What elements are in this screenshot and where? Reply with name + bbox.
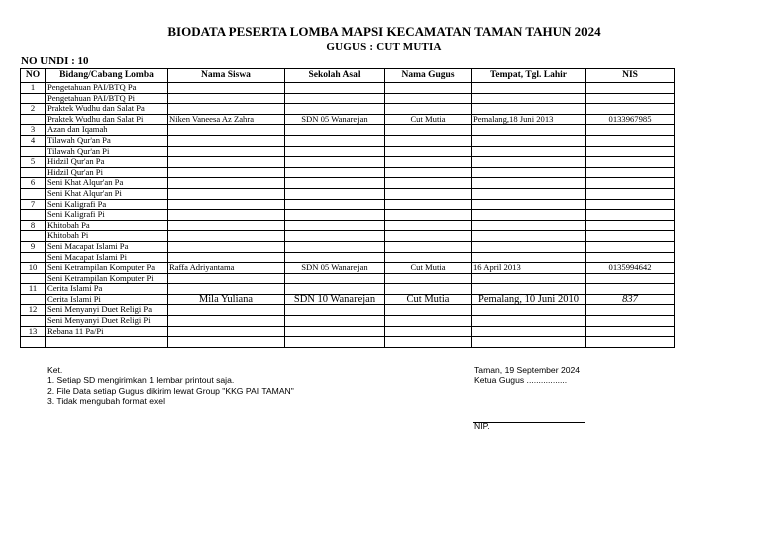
cell-gugus [385,284,472,295]
cell-bidang: Seni Macapat Islami Pi [46,252,168,263]
cell-nis [586,337,675,348]
cell-nama: Mila Yuliana [168,294,285,305]
cell-nama [168,125,285,136]
cell-ttl [472,104,586,115]
cell-gugus [385,125,472,136]
cell-nis [586,273,675,284]
cell-sekolah [285,93,385,104]
cell-no [21,146,46,157]
cell-ttl [472,284,586,295]
cell-nis [586,178,675,189]
cell-gugus: Cut Mutia [385,263,472,274]
table-row [21,157,675,168]
cell-nis [586,241,675,252]
cell-gugus [385,199,472,210]
cell-no [21,337,46,348]
notes-heading: Ket. [47,365,63,375]
column-header: Sekolah Asal [285,69,385,83]
cell-nama [168,146,285,157]
cell-nama [168,284,285,295]
cell-sekolah [285,241,385,252]
cell-sekolah [285,135,385,146]
cell-nis [586,231,675,242]
cell-nis [586,284,675,295]
table-row [21,83,675,94]
cell-ttl: Pemalang, 10 Juni 2010 [472,294,586,305]
table-row [21,294,675,305]
cell-nis: 0135994642 [586,263,675,274]
cell-gugus [385,83,472,94]
cell-gugus [385,326,472,337]
table-row [21,210,675,221]
cell-ttl [472,210,586,221]
participant-table [20,68,675,348]
cell-nis [586,157,675,168]
table-body [21,83,675,348]
table-row [21,316,675,327]
cell-ttl [472,316,586,327]
cell-gugus [385,167,472,178]
cell-ttl [472,146,586,157]
cell-gugus [385,305,472,316]
cell-nis [586,146,675,157]
table-row [21,125,675,136]
cell-nama [168,104,285,115]
cell-ttl [472,135,586,146]
cell-nis [586,305,675,316]
cell-bidang: Cerita Islami Pi [46,294,168,305]
signature-block [474,365,580,386]
cell-sekolah [285,146,385,157]
cell-nama [168,188,285,199]
column-header: NO [21,69,46,83]
cell-bidang: Seni Ketrampilan Komputer Pi [46,273,168,284]
cell-no: 3 [21,125,46,136]
cell-bidang: Seni Kaligrafi Pa [46,199,168,210]
cell-sekolah [285,125,385,136]
cell-no [21,210,46,221]
table-row [21,263,675,274]
signature-nip: NIP. [474,421,490,431]
cell-ttl [472,93,586,104]
table-row [21,220,675,231]
cell-ttl: Pemalang,18 Juni 2013 [472,114,586,125]
cell-bidang: Seni Menyanyi Duet Religi Pa [46,305,168,316]
cell-nama [168,326,285,337]
cell-no [21,252,46,263]
cell-ttl [472,125,586,136]
cell-no [21,294,46,305]
cell-nis [586,83,675,94]
cell-sekolah [285,178,385,189]
cell-no: 5 [21,157,46,168]
table-row [21,188,675,199]
cell-ttl [472,273,586,284]
table-row [21,305,675,316]
cell-nis [586,135,675,146]
table-row [21,135,675,146]
signature-line [473,422,585,423]
cell-no: 11 [21,284,46,295]
table-row [21,178,675,189]
cell-bidang: Praktek Wudhu dan Salat Pi [46,114,168,125]
cell-gugus: Cut Mutia [385,114,472,125]
cell-no: 12 [21,305,46,316]
cell-bidang: Seni Khat Alqur'an Pi [46,188,168,199]
cell-nis [586,326,675,337]
table-row [21,326,675,337]
cell-nama [168,83,285,94]
table-row [21,104,675,115]
cell-no: 4 [21,135,46,146]
cell-bidang: Tilawah Qur'an Pa [46,135,168,146]
cell-bidang: Cerita Islami Pa [46,284,168,295]
table-row [21,93,675,104]
cell-no: 1 [21,83,46,94]
cell-gugus [385,231,472,242]
cell-ttl [472,199,586,210]
cell-nama [168,135,285,146]
cell-no [21,167,46,178]
cell-ttl [472,167,586,178]
cell-gugus [385,178,472,189]
table-header-row [21,69,675,83]
cell-bidang: Praktek Wudhu dan Salat Pa [46,104,168,115]
cell-nis [586,167,675,178]
table-row [21,284,675,295]
column-header: Bidang/Cabang Lomba [46,69,168,83]
column-header: Nama Gugus [385,69,472,83]
table-row [21,146,675,157]
cell-nama: Raffa Adriyantama [168,263,285,274]
cell-gugus [385,316,472,327]
cell-ttl [472,231,586,242]
cell-no: 10 [21,263,46,274]
signature-place-date: Taman, 19 September 2024 [474,365,581,375]
no-undi-label: NO UNDI : 10 [21,55,89,67]
cell-nis [586,220,675,231]
cell-bidang: Azan dan Iqamah [46,125,168,136]
cell-bidang: Seni Menyanyi Duet Religi Pi [46,316,168,327]
cell-bidang: Khitobah Pa [46,220,168,231]
cell-nis: 837 [586,294,675,305]
cell-sekolah [285,83,385,94]
cell-no [21,114,46,125]
cell-nama [168,210,285,221]
cell-sekolah: SDN 05 Wanarejan [285,263,385,274]
cell-nama [168,337,285,348]
cell-bidang: Rebana 11 Pa/Pi [46,326,168,337]
column-header: Tempat, Tgl. Lahir [472,69,586,83]
table-row [21,241,675,252]
cell-bidang: Seni Kaligrafi Pi [46,210,168,221]
notes-block [47,365,294,407]
cell-nis [586,188,675,199]
cell-sekolah [285,157,385,168]
cell-ttl [472,83,586,94]
cell-gugus [385,273,472,284]
cell-no: 7 [21,199,46,210]
cell-sekolah [285,104,385,115]
cell-bidang [46,337,168,348]
cell-nis [586,199,675,210]
cell-bidang: Seni Macapat Islami Pa [46,241,168,252]
cell-sekolah [285,210,385,221]
column-header: Nama Siswa [168,69,285,83]
cell-ttl [472,178,586,189]
cell-ttl [472,241,586,252]
cell-no [21,273,46,284]
cell-ttl [472,326,586,337]
note-item: 2. File Data setiap Gugus dikirim lewat Group "KKG PAI TAMAN" [47,385,294,396]
cell-ttl [472,188,586,199]
cell-sekolah [285,188,385,199]
cell-bidang: Khitobah Pi [46,231,168,242]
cell-gugus [385,157,472,168]
signature-role: Ketua Gugus ................. [474,375,568,386]
cell-nis [586,125,675,136]
cell-gugus [385,210,472,221]
cell-nama [168,199,285,210]
cell-no [21,188,46,199]
table-row [21,337,675,348]
cell-gugus [385,135,472,146]
page-title: BIODATA PESERTA LOMBA MAPSI KECAMATAN TAMAN TAHUN 2024 [167,24,601,39]
cell-sekolah [285,231,385,242]
cell-bidang: Pengetahuan PAI/BTQ Pa [46,83,168,94]
cell-no [21,231,46,242]
cell-nis [586,93,675,104]
cell-gugus [385,337,472,348]
cell-nama [168,316,285,327]
cell-ttl [472,252,586,263]
cell-sekolah [285,220,385,231]
cell-ttl [472,337,586,348]
cell-sekolah [285,305,385,316]
cell-nama: Niken Vaneesa Az Zahra [168,114,285,125]
cell-nama [168,241,285,252]
cell-bidang: Pengetahuan PAI/BTQ Pi [46,93,168,104]
cell-nama [168,157,285,168]
cell-nama [168,178,285,189]
cell-no: 6 [21,178,46,189]
cell-bidang: Seni Ketrampilan Komputer Pa [46,263,168,274]
cell-sekolah [285,199,385,210]
cell-ttl: 16 April 2013 [472,263,586,274]
cell-no: 2 [21,104,46,115]
cell-no [21,316,46,327]
table-row [21,167,675,178]
cell-gugus [385,104,472,115]
cell-nis: 0133967985 [586,114,675,125]
table-row [21,273,675,284]
cell-gugus [385,220,472,231]
cell-nis [586,252,675,263]
cell-nama [168,305,285,316]
cell-nis [586,316,675,327]
column-header: NIS [586,69,675,83]
cell-nis [586,104,675,115]
cell-gugus [385,241,472,252]
cell-no [21,93,46,104]
cell-ttl [472,305,586,316]
cell-gugus: Cut Mutia [385,294,472,305]
cell-nama [168,231,285,242]
cell-sekolah [285,326,385,337]
cell-nama [168,93,285,104]
cell-gugus [385,146,472,157]
cell-ttl [472,220,586,231]
cell-nama [168,273,285,284]
note-item: 3. Tidak mengubah format exel [47,396,165,407]
cell-no: 8 [21,220,46,231]
cell-nama [168,167,285,178]
cell-nama [168,220,285,231]
cell-bidang: Hidzil Qur'an Pa [46,157,168,168]
cell-ttl [472,157,586,168]
cell-bidang: Hidzil Qur'an Pi [46,167,168,178]
cell-bidang: Tilawah Qur'an Pi [46,146,168,157]
cell-sekolah: SDN 05 Wanarejan [285,114,385,125]
table-row [21,231,675,242]
cell-gugus [385,188,472,199]
cell-sekolah [285,337,385,348]
note-item: 1. Setiap SD mengirimkan 1 lembar printout saja. [47,375,235,386]
page-subtitle: GUGUS : CUT MUTIA [326,41,442,53]
cell-sekolah: SDN 10 Wanarejan [285,294,385,305]
table-row [21,114,675,125]
cell-sekolah [285,273,385,284]
cell-sekolah [285,316,385,327]
cell-gugus [385,93,472,104]
cell-gugus [385,252,472,263]
cell-sekolah [285,252,385,263]
table-row [21,252,675,263]
cell-bidang: Seni Khat Alqur'an Pa [46,178,168,189]
cell-sekolah [285,284,385,295]
cell-nis [586,210,675,221]
cell-sekolah [285,167,385,178]
cell-no: 13 [21,326,46,337]
cell-nama [168,252,285,263]
cell-no: 9 [21,241,46,252]
table-row [21,199,675,210]
